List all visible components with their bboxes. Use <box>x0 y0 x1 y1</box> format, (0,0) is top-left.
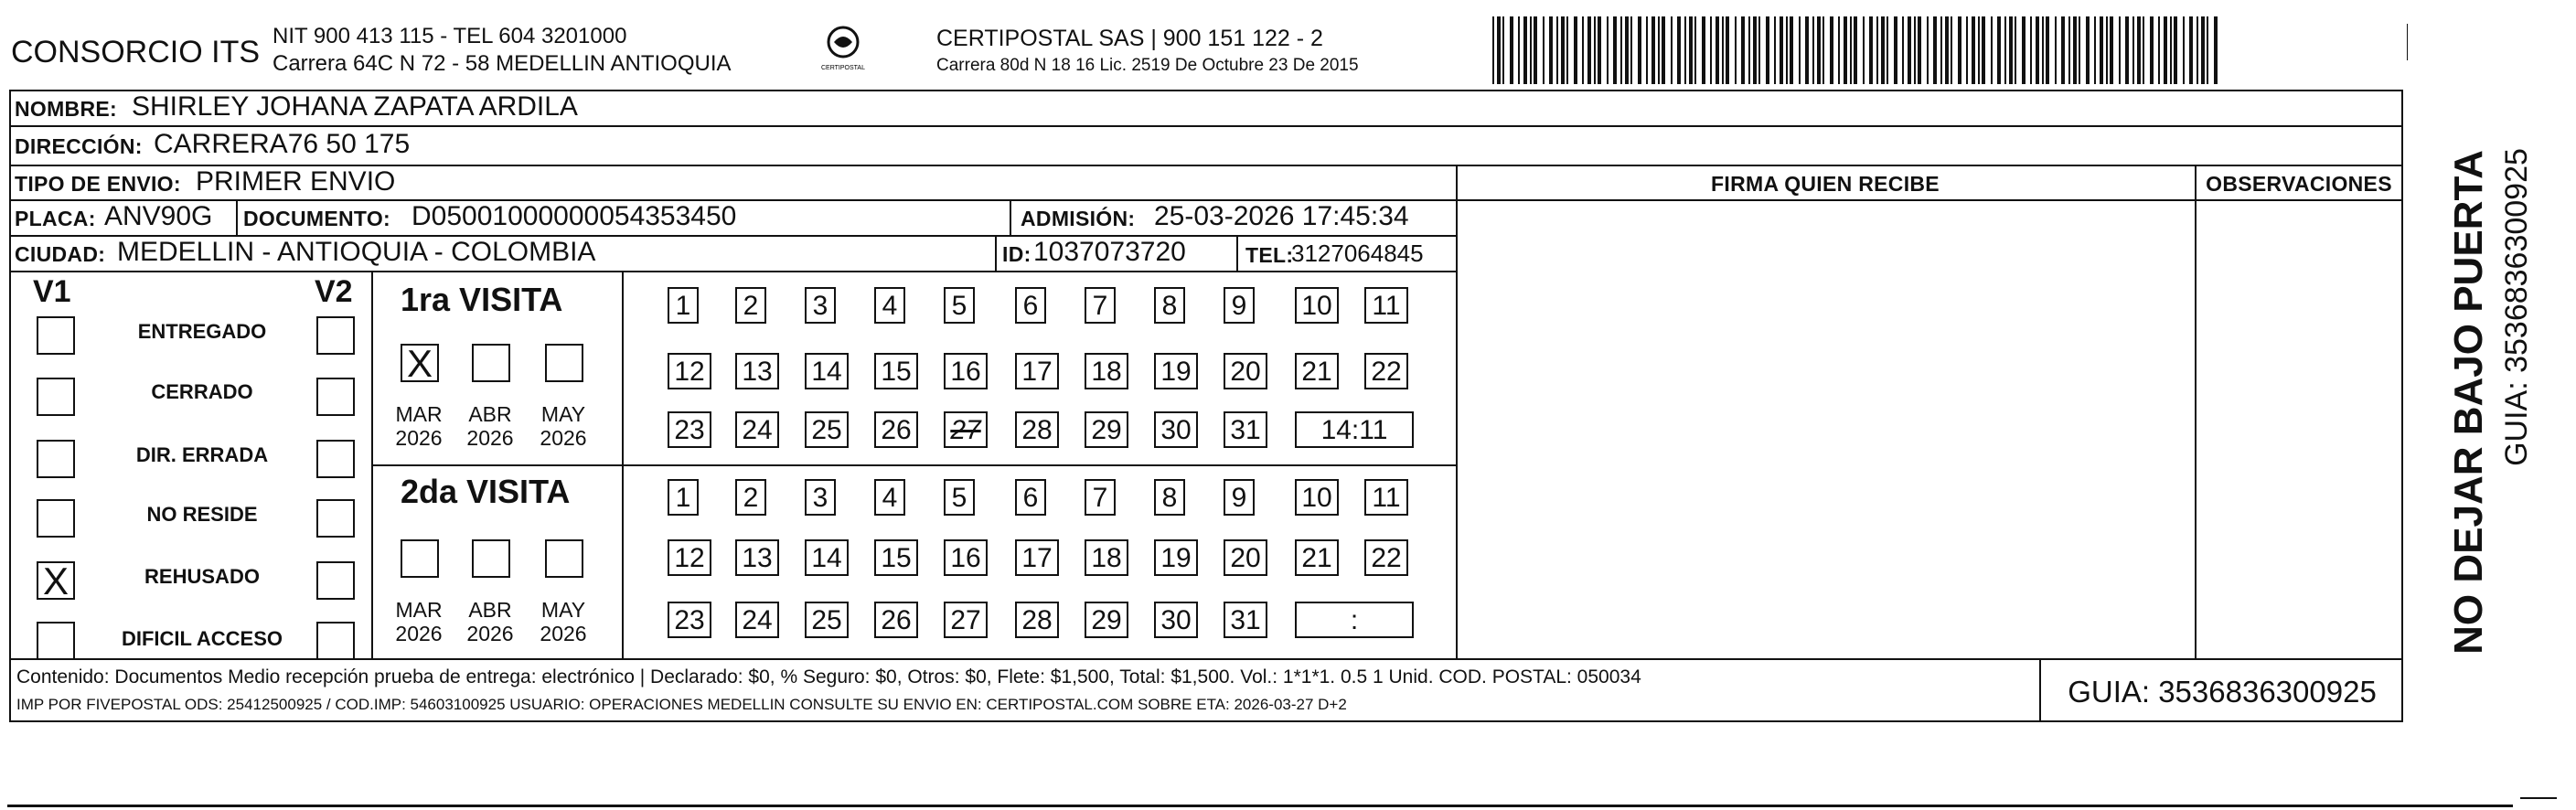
barcode-bar <box>2042 16 2044 84</box>
barcode-bar <box>2164 16 2167 84</box>
barcode-bar <box>2110 16 2113 84</box>
barcode-bar <box>1662 16 1665 84</box>
barcode-bar <box>1972 16 1975 84</box>
nombre-label: NOMBRE: <box>15 97 117 121</box>
barcode-bar <box>1689 16 1693 84</box>
nit-line: NIT 900 413 115 - TEL 604 3201000 <box>273 24 627 48</box>
barcode-bar <box>1780 16 1783 84</box>
barcode-bar <box>2100 16 2103 84</box>
day-box[interactable]: 13 <box>735 353 779 389</box>
barcode-bar <box>1876 16 1878 84</box>
month-year: 2026 <box>395 426 443 451</box>
barcode-bar <box>2046 16 2049 84</box>
month-checkbox[interactable] <box>472 344 510 382</box>
barcode-bar <box>1881 16 1885 84</box>
barcode-bar <box>1502 16 1504 84</box>
barcode-bar <box>1753 16 1757 84</box>
barcode-bar <box>1726 16 1729 84</box>
tipo-envio-label: TIPO DE ENVIO: <box>15 172 181 196</box>
barcode-bar <box>1790 16 1793 84</box>
barcode-bar <box>1543 16 1545 84</box>
barcode-bar <box>1677 16 1681 84</box>
barcode-bar <box>1638 16 1641 84</box>
barcode-bar <box>2086 16 2090 84</box>
barcode-bar <box>1702 16 1705 84</box>
barcode-bar <box>1630 16 1632 84</box>
status-label: DIR. ERRADA <box>135 443 269 466</box>
day-box[interactable]: 30 <box>1154 602 1198 638</box>
day-box[interactable]: 1 <box>668 287 699 324</box>
day-box[interactable]: 9 <box>1224 479 1255 516</box>
day-box[interactable]: 2 <box>735 287 766 324</box>
time-box[interactable]: 14:11 <box>1295 411 1414 448</box>
barcode-bar <box>1530 16 1532 84</box>
day-box[interactable]: 8 <box>1154 287 1185 324</box>
day-box[interactable]: 24 <box>735 411 779 448</box>
barcode-bar <box>1598 16 1601 84</box>
barcode-bar <box>1927 16 1929 84</box>
barcode-bar <box>2015 16 2016 84</box>
barcode-bar <box>1982 16 1985 84</box>
side-warning: NO DEJAR BAJO PUERTA <box>2446 150 2491 655</box>
barcode-bar <box>1694 16 1696 84</box>
month-name: MAR <box>395 598 443 622</box>
barcode-bar <box>2009 16 2013 84</box>
barcode-bar <box>2022 16 2026 84</box>
day-box[interactable]: 9 <box>1224 287 1255 324</box>
barcode-bar <box>1894 16 1897 84</box>
barcode-bar <box>2094 16 2096 84</box>
day-box[interactable]: 26 <box>874 602 918 638</box>
barcode-bar <box>1817 16 1821 84</box>
barcode-bar <box>2073 16 2077 84</box>
day-box[interactable]: 28 <box>1015 411 1059 448</box>
barcode-bar <box>2079 16 2080 84</box>
day-box[interactable]: 20 <box>1224 539 1267 576</box>
footer-guia: GUIA: 3536836300925 <box>2068 675 2377 709</box>
day-box[interactable]: 15 <box>874 539 918 576</box>
day-box[interactable]: 4 <box>874 287 905 324</box>
barcode-bar <box>1844 16 1847 84</box>
day-box[interactable]: 21 <box>1295 353 1339 389</box>
barcode-bar <box>2132 16 2134 84</box>
day-box[interactable]: 22 <box>1364 539 1408 576</box>
admision-value: 25-03-2026 17:45:34 <box>1154 201 1409 231</box>
barcode-bar <box>1966 16 1968 84</box>
day-box[interactable]: 28 <box>1015 602 1059 638</box>
barcode-bar <box>1812 16 1814 84</box>
barcode-bar <box>2068 16 2070 84</box>
day-box[interactable]: 23 <box>668 602 711 638</box>
day-box[interactable]: 6 <box>1015 287 1046 324</box>
barcode-bar <box>1620 16 1622 84</box>
v1-checkbox[interactable]: X <box>37 561 75 600</box>
day-box[interactable]: 14 <box>805 539 849 576</box>
firma-label: FIRMA QUIEN RECIBE <box>1711 172 1940 196</box>
barcode-bar <box>1863 16 1865 84</box>
month-name: ABR <box>468 402 512 426</box>
barcode-bar <box>1518 16 1520 84</box>
tel-value: 3127064845 <box>1291 240 1424 267</box>
day-box[interactable]: 25 <box>805 602 849 638</box>
tipo-envio-value: PRIMER ENVIO <box>196 166 396 197</box>
barcode-bar <box>2183 16 2185 84</box>
barcode-bar <box>1933 16 1937 84</box>
day-box[interactable]: 22 <box>1364 353 1408 389</box>
edge-mark <box>2407 24 2408 60</box>
barcode-bar <box>1587 16 1591 84</box>
day-box[interactable]: 30 <box>1154 411 1198 448</box>
placa-value: ANV90G <box>104 201 213 231</box>
day-box[interactable]: 10 <box>1295 287 1339 324</box>
status-label: ENTREGADO <box>137 320 267 343</box>
certipostal-line1: CERTIPOSTAL SAS | 900 151 122 - 2 <box>936 26 1323 51</box>
documento-value: D05001000000054353450 <box>412 201 737 231</box>
v2-header: V2 <box>315 274 353 309</box>
month-label <box>393 598 444 646</box>
month-checkbox[interactable] <box>401 539 439 578</box>
v1-checkbox[interactable] <box>37 316 75 355</box>
barcode-bar <box>1710 16 1712 84</box>
barcode-bar <box>1561 16 1565 84</box>
barcode-bar <box>2125 16 2129 84</box>
day-box[interactable]: 10 <box>1295 479 1339 516</box>
barcode-bar <box>2036 16 2039 84</box>
bottom-rule <box>7 805 2513 807</box>
day-box[interactable]: 29 <box>1085 411 1128 448</box>
barcode-bar <box>1887 16 1888 84</box>
day-box[interactable]: 19 <box>1154 353 1198 389</box>
day-box[interactable]: 3 <box>805 479 836 516</box>
day-box[interactable]: 7 <box>1085 287 1116 324</box>
barcode-bar <box>2030 16 2032 84</box>
address-line: Carrera 64C N 72 - 58 MEDELLIN ANTIOQUIA <box>273 51 732 76</box>
bottom-rule-right <box>2520 797 2557 799</box>
barcode-bar <box>2197 16 2198 84</box>
barcode-bar <box>2189 16 2193 84</box>
barcode-bar <box>1741 16 1745 84</box>
v2-checkbox[interactable] <box>316 378 355 416</box>
barcode-bar <box>1722 16 1724 84</box>
v1-checkbox[interactable] <box>37 378 75 416</box>
day-box[interactable]: 21 <box>1295 539 1339 576</box>
day-box[interactable]: 14 <box>805 353 849 389</box>
v2-checkbox[interactable] <box>316 622 355 660</box>
ciudad-value: MEDELLIN - ANTIOQUIA - COLOMBIA <box>117 237 596 267</box>
barcode-bar <box>1766 16 1769 84</box>
barcode-bar <box>1594 16 1596 84</box>
barcode-bar <box>1607 16 1609 84</box>
barcode-bar <box>1918 16 1921 84</box>
day-box[interactable]: 6 <box>1015 479 1046 516</box>
month-year: 2026 <box>540 622 587 646</box>
v1-header: V1 <box>33 274 71 309</box>
day-box[interactable]: 18 <box>1085 353 1128 389</box>
day-box[interactable]: 27 <box>944 602 988 638</box>
barcode-bar <box>1902 16 1904 84</box>
barcode-bar <box>1940 16 1942 84</box>
barcode-bar <box>1556 16 1558 84</box>
barcode-bar <box>2174 16 2177 84</box>
barcode-bar <box>1850 16 1852 84</box>
day-box[interactable]: 16 <box>944 353 988 389</box>
barcode-bar <box>1735 16 1737 84</box>
day-box[interactable]: 4 <box>874 479 905 516</box>
v1-checkbox[interactable] <box>37 499 75 538</box>
barcode-bar <box>1914 16 1916 84</box>
v1-checkbox[interactable] <box>37 622 75 660</box>
day-box[interactable]: 27 <box>944 411 988 448</box>
barcode-bar <box>1869 16 1873 84</box>
barcode-bar <box>1651 16 1655 84</box>
barcode-bar <box>1625 16 1629 84</box>
svg-text:CERTIPOSTAL: CERTIPOSTAL <box>821 65 865 71</box>
barcode-bar <box>2119 16 2121 84</box>
barcode-bar <box>2137 16 2141 84</box>
barcode-bar <box>1830 16 1833 84</box>
month-checkbox[interactable] <box>545 539 583 578</box>
barcode-bar <box>1582 16 1584 84</box>
day-box[interactable]: 8 <box>1154 479 1185 516</box>
barcode-bar <box>2055 16 2057 84</box>
direccion-label: DIRECCIÓN: <box>15 134 143 158</box>
day-box[interactable]: 25 <box>805 411 849 448</box>
side-guia: GUIA: 3536836300925 <box>2499 148 2534 466</box>
day-box[interactable]: 12 <box>668 353 711 389</box>
day-box[interactable]: 2 <box>735 479 766 516</box>
certipostal-logo <box>816 24 871 79</box>
month-name: MAY <box>540 402 586 426</box>
barcode-bar <box>1658 16 1660 84</box>
month-label <box>465 402 516 451</box>
month-label <box>538 402 589 451</box>
barcode-bar <box>1566 16 1568 84</box>
barcode-bar <box>1951 16 1952 84</box>
documento-label: DOCUMENTO: <box>243 207 391 230</box>
barcode-bar <box>2106 16 2108 84</box>
barcode <box>1492 16 2224 84</box>
day-box[interactable]: 12 <box>668 539 711 576</box>
barcode-bar <box>1497 16 1501 84</box>
v2-checkbox[interactable] <box>316 316 355 355</box>
month-name: MAR <box>395 402 443 426</box>
v1-checkbox[interactable] <box>37 440 75 478</box>
day-box[interactable]: 17 <box>1015 353 1059 389</box>
ciudad-label: CIUDAD: <box>15 242 106 266</box>
visit-title: 1ra VISITA <box>401 281 563 318</box>
barcode-bar <box>1534 16 1537 84</box>
barcode-bar <box>1945 16 1949 84</box>
tel-label: TEL: <box>1245 243 1294 267</box>
month-year: 2026 <box>540 426 587 451</box>
day-box[interactable]: 31 <box>1224 602 1267 638</box>
barcode-bar <box>1854 16 1857 84</box>
barcode-bar <box>1958 16 1961 84</box>
certipostal-line2: Carrera 80d N 18 16 Lic. 2519 De Octubre 23 De 2015 <box>936 56 1359 75</box>
month-checkbox[interactable] <box>545 344 583 382</box>
admision-label: ADMISIÓN: <box>1021 207 1136 230</box>
month-year: 2026 <box>466 622 514 646</box>
status-label: REHUSADO <box>144 565 260 588</box>
footer-imp: IMP POR FIVEPOSTAL ODS: 25412500925 / COD.IMP: 54603100925 USUARIO: OPERACIONES MEDELLIN CONSULTE SU ENVIO EN: CERTIPOSTAL.COM SOBRE ETA: 2026-03-27 D+2 <box>16 696 1347 713</box>
day-box[interactable]: 11 <box>1364 287 1408 324</box>
id-value: 1037073720 <box>1033 237 1186 267</box>
month-label <box>465 598 516 646</box>
day-box[interactable]: 24 <box>735 602 779 638</box>
v2-checkbox[interactable] <box>316 499 355 538</box>
status-label: NO RESIDE <box>146 503 258 526</box>
observaciones-label: OBSERVACIONES <box>2206 172 2392 196</box>
placa-label: PLACA: <box>15 207 96 230</box>
day-box[interactable]: 19 <box>1154 539 1198 576</box>
month-checkbox[interactable] <box>472 539 510 578</box>
status-label: CERRADO <box>151 380 253 403</box>
month-year: 2026 <box>395 622 443 646</box>
month-label <box>538 598 589 646</box>
barcode-bar <box>2150 16 2154 84</box>
day-box[interactable]: 11 <box>1364 479 1408 516</box>
barcode-bar <box>1978 16 1980 84</box>
barcode-bar <box>2004 16 2006 84</box>
barcode-bar <box>1748 16 1750 84</box>
nombre-value: SHIRLEY JOHANA ZAPATA ARDILA <box>132 91 578 122</box>
barcode-bar <box>1613 16 1617 84</box>
barcode-bar <box>2201 16 2205 84</box>
day-box[interactable]: 29 <box>1085 602 1128 638</box>
barcode-bar <box>1822 16 1824 84</box>
barcode-bar <box>1716 16 1719 84</box>
company-name: CONSORCIO ITS <box>11 35 261 69</box>
id-label: ID: <box>1002 242 1031 266</box>
month-checkbox[interactable]: X <box>401 344 439 382</box>
month-name: ABR <box>468 598 512 622</box>
barcode-bar <box>2143 16 2144 84</box>
barcode-bar <box>1549 16 1553 84</box>
day-box[interactable]: 3 <box>805 287 836 324</box>
day-box[interactable]: 1 <box>668 479 699 516</box>
barcode-bar <box>1758 16 1760 84</box>
day-box[interactable]: 17 <box>1015 539 1059 576</box>
barcode-bar <box>1908 16 1911 84</box>
barcode-bar <box>2158 16 2160 84</box>
day-box[interactable]: 26 <box>874 411 918 448</box>
barcode-bar <box>1799 16 1801 84</box>
barcode-bar <box>1838 16 1840 84</box>
day-box[interactable]: 15 <box>874 353 918 389</box>
v2-checkbox[interactable] <box>316 440 355 478</box>
direccion-value: CARRERA76 50 175 <box>154 129 411 159</box>
time-box[interactable]: : <box>1295 602 1414 638</box>
barcode-bar <box>2170 16 2172 84</box>
day-box[interactable]: 5 <box>944 479 975 516</box>
day-box[interactable]: 18 <box>1085 539 1128 576</box>
barcode-bar <box>2207 16 2208 84</box>
barcode-bar <box>1997 16 2001 84</box>
day-box[interactable]: 16 <box>944 539 988 576</box>
barcode-bar <box>1684 16 1686 84</box>
month-year: 2026 <box>466 426 514 451</box>
barcode-bar <box>1774 16 1776 84</box>
barcode-bar <box>1991 16 1993 84</box>
day-box[interactable]: 23 <box>668 411 711 448</box>
barcode-bar <box>1646 16 1648 84</box>
barcode-bar <box>1671 16 1673 84</box>
month-label <box>393 402 444 451</box>
status-label: DIFICIL ACCESO <box>121 627 283 650</box>
v2-checkbox[interactable] <box>316 561 355 600</box>
month-name: MAY <box>540 598 586 622</box>
barcode-bar <box>1805 16 1809 84</box>
barcode-bar <box>1492 16 1494 84</box>
barcode-bar <box>1510 16 1513 84</box>
barcode-bar <box>1786 16 1788 84</box>
barcode-bar <box>2061 16 2065 84</box>
barcode-bar <box>2214 16 2218 84</box>
day-box[interactable]: 31 <box>1224 411 1267 448</box>
barcode-bar <box>1523 16 1527 84</box>
footer-contenido: Contenido: Documentos Medio recepción prueba de entrega: electrónico | Declarado: $0, % Seguro: $0, Otros: $0, Flete: $1,500, Total: $1,500. Vol.: 1*1*1. 0.5 1 Unid. COD. POSTAL: 050034 <box>16 666 1641 687</box>
day-box[interactable]: 20 <box>1224 353 1267 389</box>
barcode-bar <box>1574 16 1577 84</box>
day-box[interactable]: 7 <box>1085 479 1116 516</box>
day-box[interactable]: 13 <box>735 539 779 576</box>
visit-title: 2da VISITA <box>401 473 571 510</box>
day-box[interactable]: 5 <box>944 287 975 324</box>
